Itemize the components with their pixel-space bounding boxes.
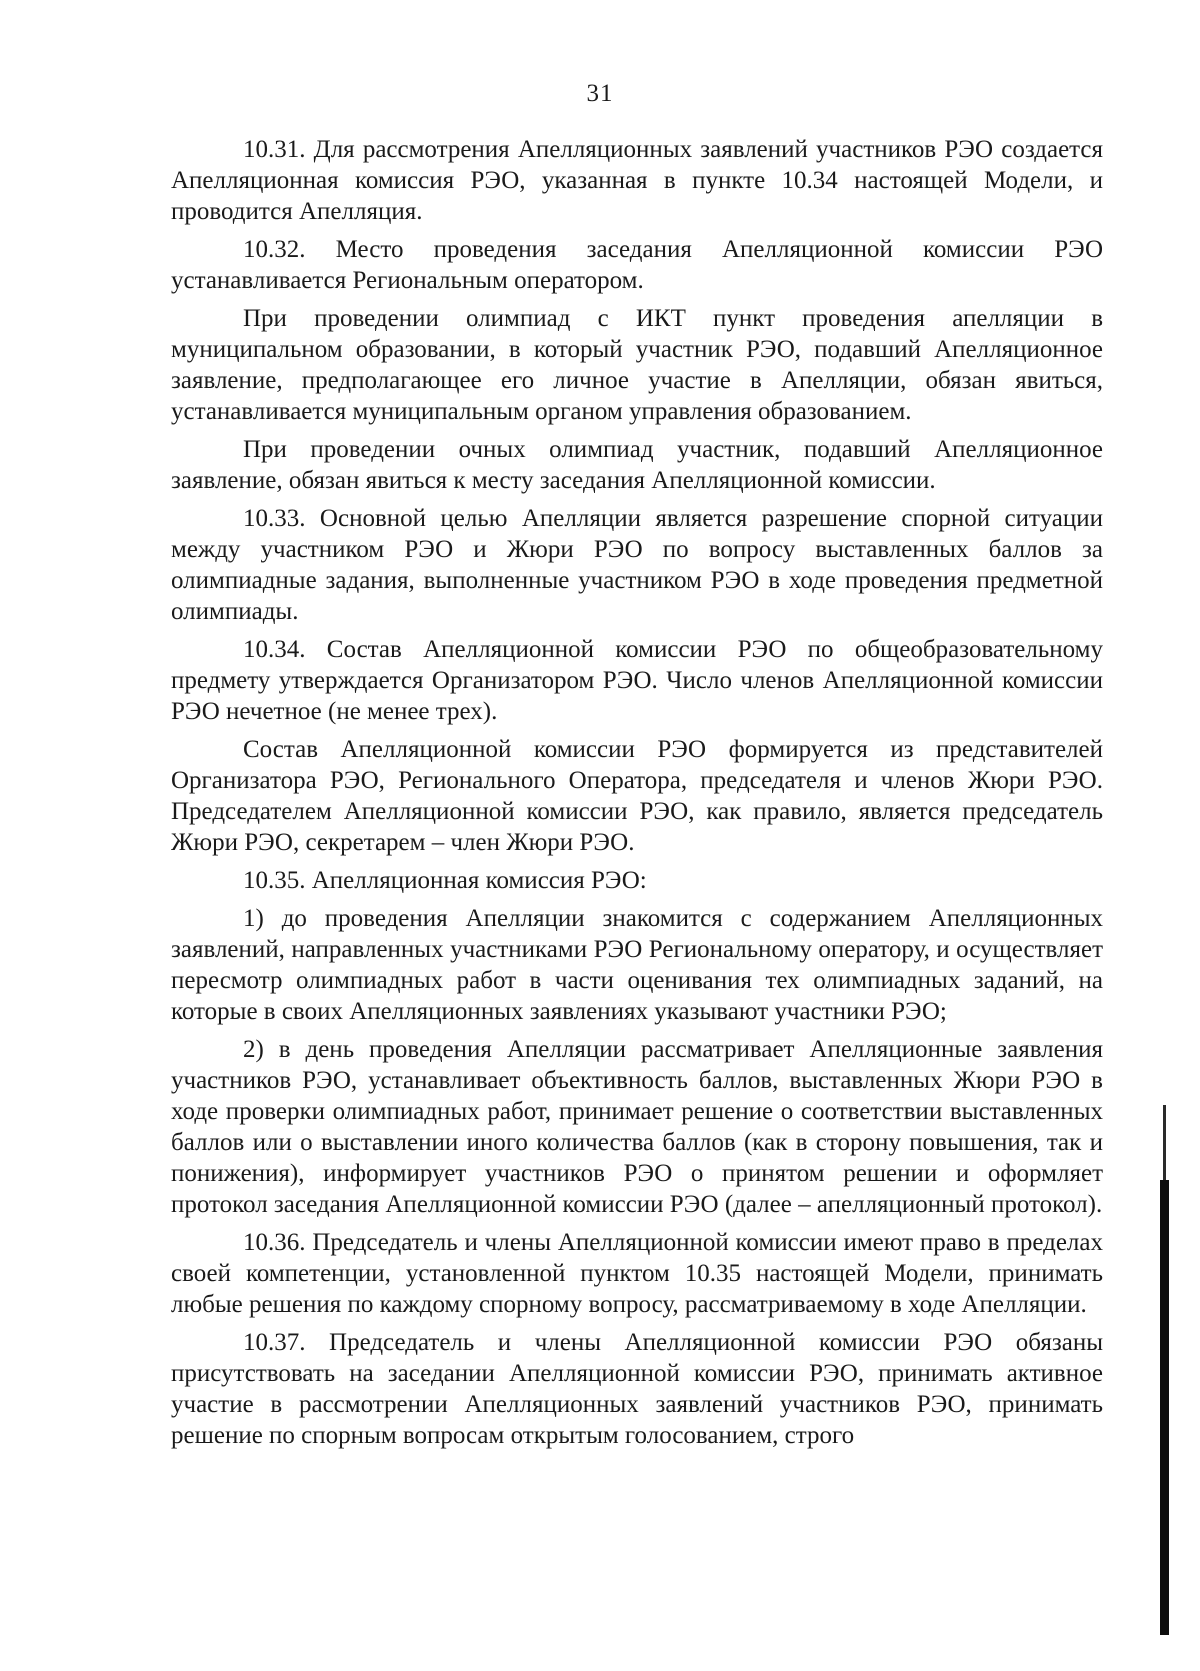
paragraph-10-34: 10.34. Состав Апелляционной комиссии РЭО по общеобразовательному предмету утверждается Организатором РЭО. Число членов Апелляционной комиссии РЭО нечетное (не менее трех). xyxy=(171,636,1103,725)
paragraph-10-37: 10.37. Председатель и члены Апелляционной комиссии РЭО обязаны присутствовать на заседании Апелляционной комиссии РЭО, принимать активное участие в рассмотрении Апелляционных заявлений участников РЭО, принимать решение по спорным вопросам открытым голосованием, строго xyxy=(171,1329,1103,1449)
page-number: 31 xyxy=(586,80,614,107)
paragraph-10-35-item-1: 1) до проведения Апелляции знакомится с содержанием Апелляционных заявлений, направленных участниками РЭО Региональному оператору, и осуществляет пересмотр олимпиадных работ в части оценивания тех олимпиадных заданий, на которые в своих Апелляционных заявлениях указывают участники РЭО; xyxy=(171,905,1103,1025)
paragraph-commission-composition: Состав Апелляционной комиссии РЭО формируется из представителей Организатора РЭО, Регионального Оператора, председателя и членов Жюри РЭО. Председателем Апелляционной комиссии РЭО, как правило, является председатель Жюри РЭО, секретарем – член Жюри РЭО. xyxy=(171,736,1103,856)
paragraph-10-31: 10.31. Для рассмотрения Апелляционных заявлений участников РЭО создается Апелляционная комиссия РЭО, указанная в пункте 10.34 настоящей Модели, и проводится Апелляция. xyxy=(171,136,1103,225)
scan-edge-mark-thin xyxy=(1163,1105,1166,1180)
paragraph-10-32: 10.32. Место проведения заседания Апелляционной комиссии РЭО устанавливается Региональным оператором. xyxy=(171,236,1103,294)
paragraph-in-person-olympiad: При проведении очных олимпиад участник, подавший Апелляционное заявление, обязан явиться к месту заседания Апелляционной комиссии. xyxy=(171,436,1103,494)
document-body xyxy=(171,134,1103,1458)
paragraph-ikt-appeal-location: При проведении олимпиад с ИКТ пункт проведения апелляции в муниципальном образовании, в который участник РЭО, подавший Апелляционное заявление, предполагающее его личное участие в Апелляции, обязан явиться, устанавливается муниципальным органом управления образованием. xyxy=(171,305,1103,425)
paragraph-10-36: 10.36. Председатель и члены Апелляционной комиссии имеют право в пределах своей компетенции, установленной пунктом 10.35 настоящей Модели, принимать любые решения по каждому спорному вопросу, рассматриваемому в ходе Апелляции. xyxy=(171,1229,1103,1318)
paragraph-10-33: 10.33. Основной целью Апелляции является разрешение спорной ситуации между участником РЭО и Жюри РЭО по вопросу выставленных баллов за олимпиадные задания, выполненные участником РЭО в ходе проведения предметной олимпиады. xyxy=(171,505,1103,625)
paragraph-10-35-item-2: 2) в день проведения Апелляции рассматривает Апелляционные заявления участников РЭО, устанавливает объективность баллов, выставленных Жюри РЭО в ходе проверки олимпиадных работ, принимает решение о соответствии выставленных баллов или о выставлении иного количества баллов (как в сторону повышения, так и понижения), информирует участников РЭО о принятом решении и оформляет протокол заседания Апелляционной комиссии РЭО (далее – апелляционный протокол). xyxy=(171,1036,1103,1218)
paragraph-10-35: 10.35. Апелляционная комиссия РЭО: xyxy=(243,867,647,894)
scan-edge-mark xyxy=(1160,1180,1169,1635)
